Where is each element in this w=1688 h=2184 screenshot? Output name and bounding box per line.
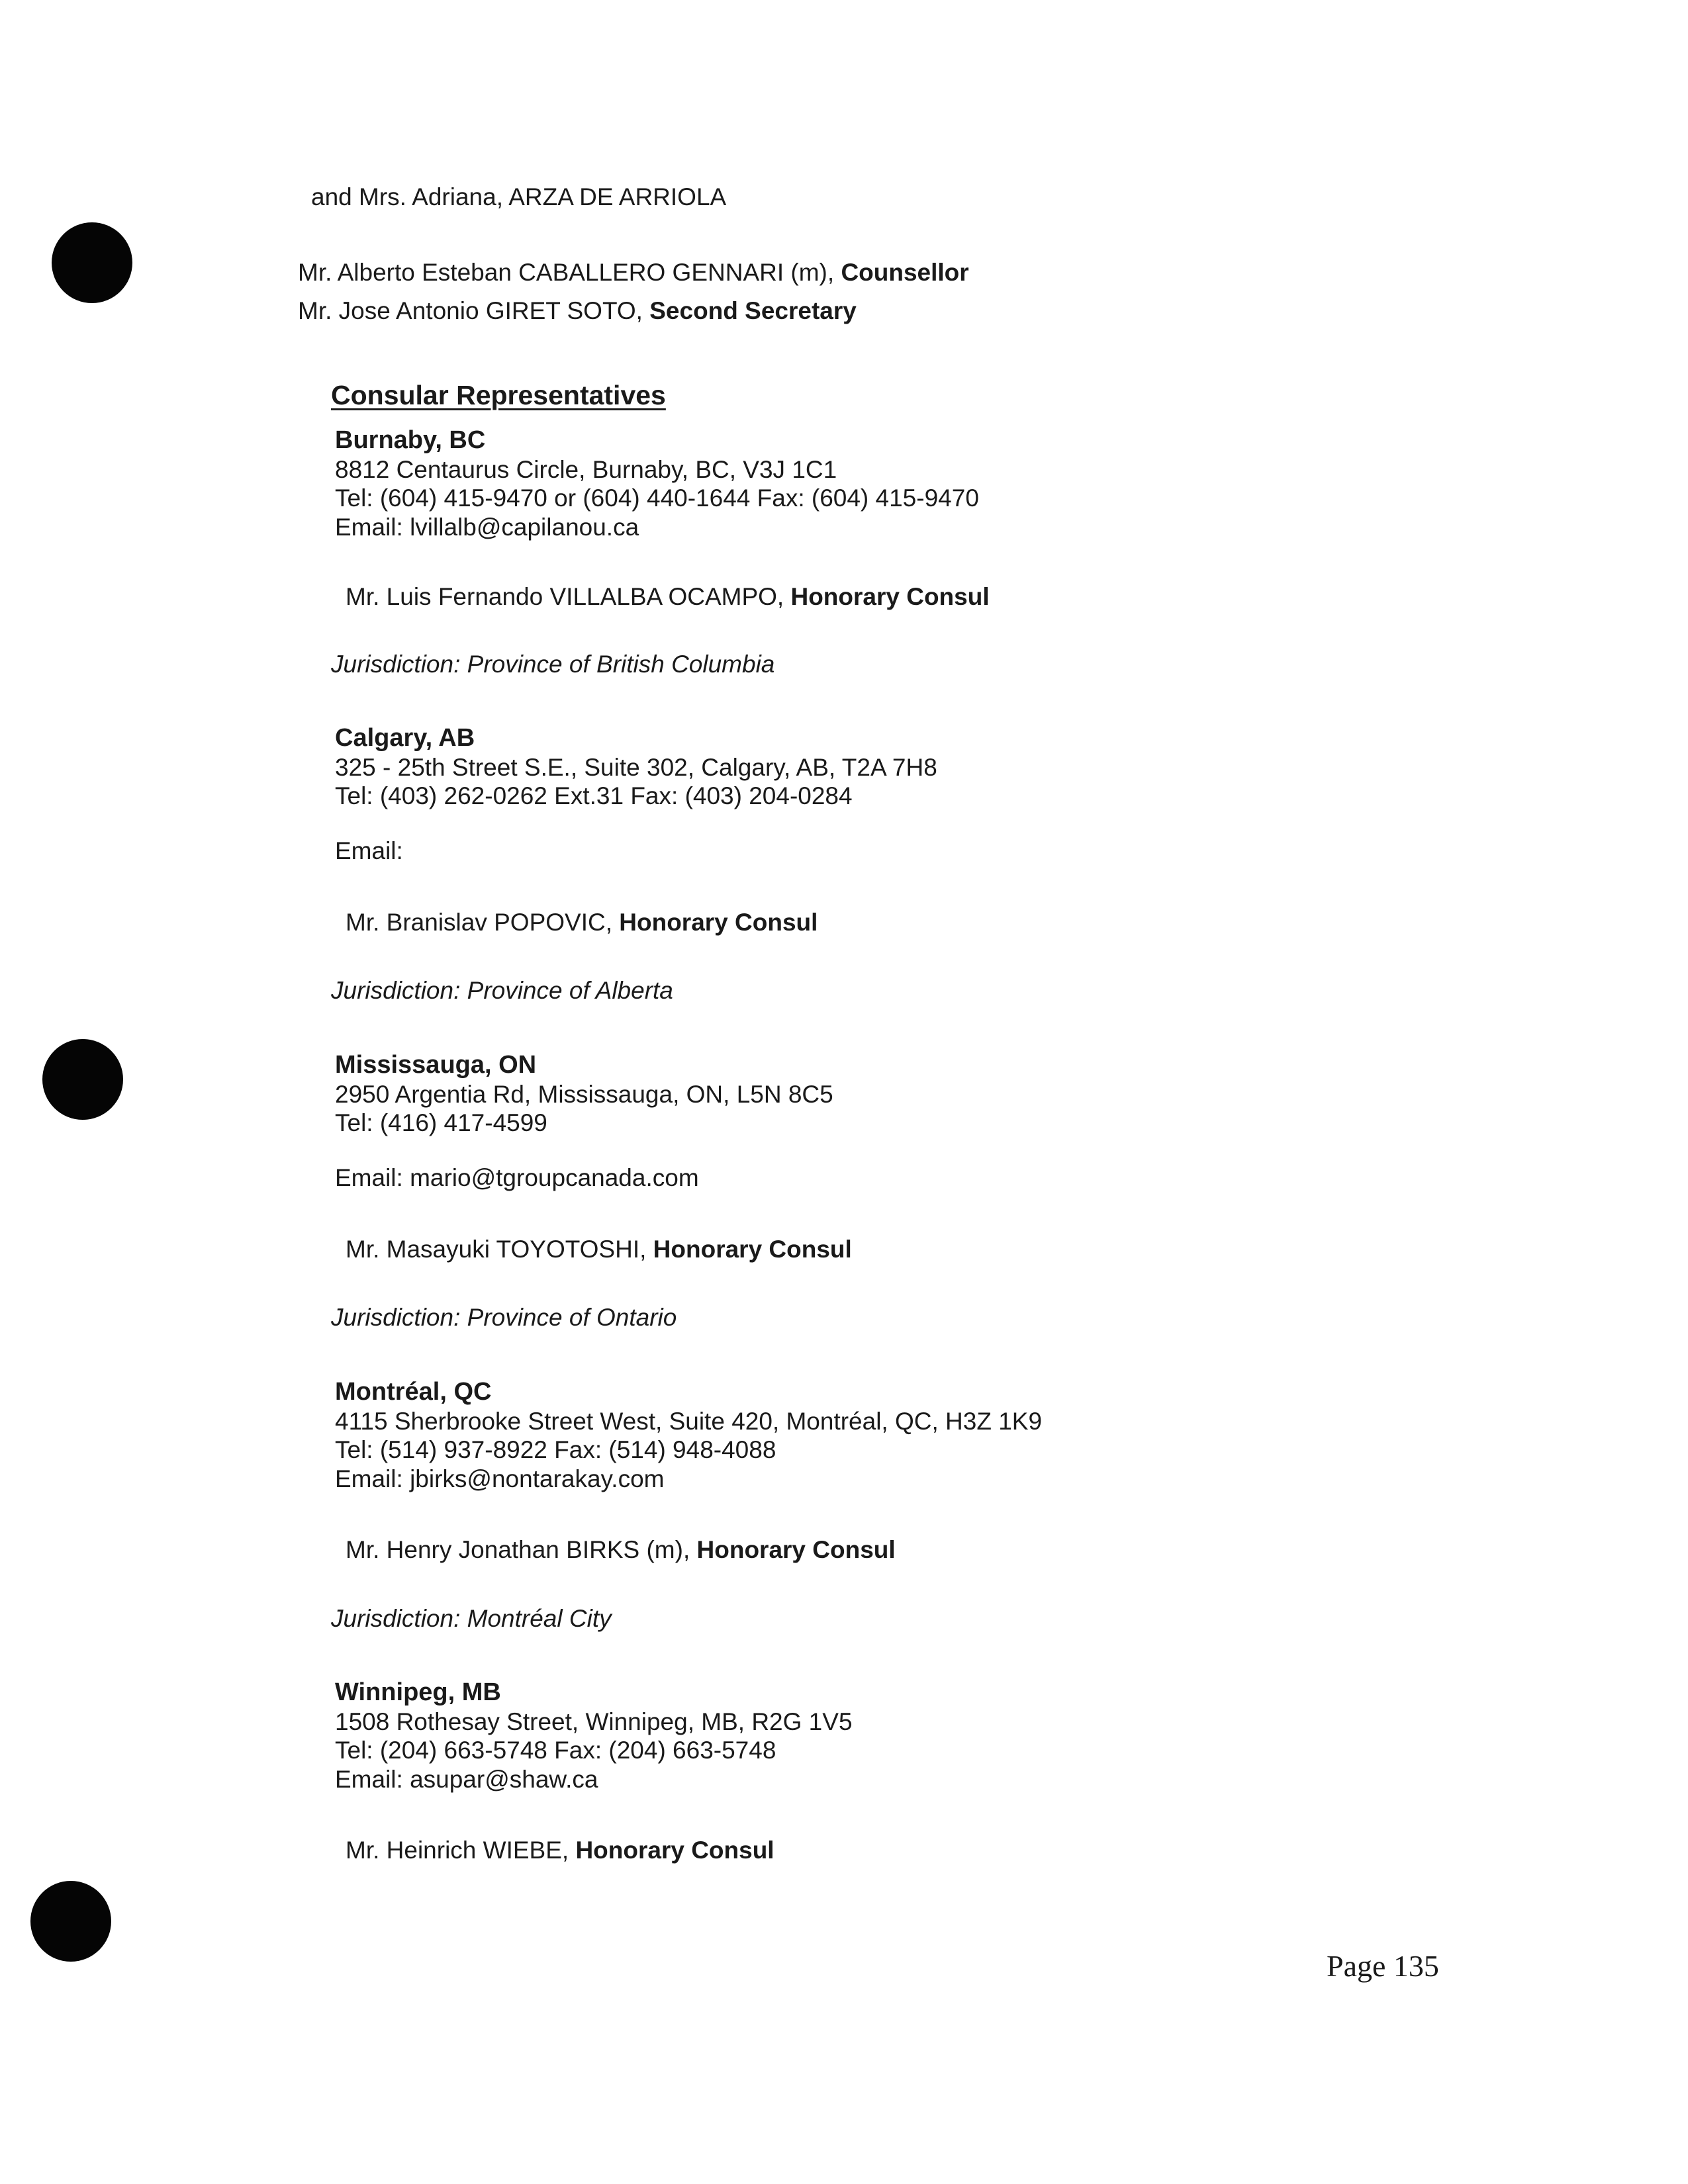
consulate-place: Calgary, AB [335,724,475,752]
jurisdiction-value: Province of British Columbia [460,651,775,678]
consulate-calgary [335,724,1460,811]
consulate-burnaby [335,426,1460,541]
staff-line-secretary [298,296,857,326]
consulate-winnipeg [335,1678,1460,1794]
consulate-address: 2950 Argentia Rd, Mississauga, ON, L5N 8C5 [335,1080,833,1108]
consul-popovic [346,908,818,937]
consul-wiebe [346,1836,774,1865]
consulate-address: 8812 Centaurus Circle, Burnaby, BC, V3J 1C1 [335,455,837,483]
consul-title: Honorary Consul [696,1536,896,1563]
consul-villalba [346,582,990,612]
consul-name: Mr. Luis Fernando VILLALBA OCAMPO, [346,583,791,610]
consulate-tel: Tel: (403) 262-0262 Ext.31 Fax: (403) 204-0284 [335,782,853,809]
jurisdiction-label: Jurisdiction: [331,1605,461,1632]
consulate-mississauga [335,1051,1460,1138]
consulate-montreal [335,1378,1460,1493]
consul-name: Mr. Heinrich WIEBE, [346,1837,576,1864]
consulate-email: Email: asupar@shaw.ca [335,1765,598,1793]
consul-title: Honorary Consul [575,1837,774,1864]
consulate-place: Winnipeg, MB [335,1678,501,1706]
jurisdiction-label: Jurisdiction: [331,977,461,1004]
punch-hole-top [52,222,132,303]
jurisdiction-burnaby [331,650,774,679]
consulate-tel: Tel: (416) 417-4599 [335,1109,547,1136]
consulate-address: 1508 Rothesay Street, Winnipeg, MB, R2G 1V5 [335,1707,853,1735]
jurisdiction-mississauga [331,1303,677,1332]
staff-line-counsellor [298,258,969,287]
punch-hole-bottom [30,1881,111,1962]
consulate-email: Email: lvillalb@capilanou.ca [335,513,639,541]
consul-title: Honorary Consul [653,1236,852,1263]
consulate-email-calgary: Email: [335,837,403,864]
punch-hole-middle [42,1039,123,1120]
consul-toyotoshi [346,1235,852,1264]
consulate-email-mississauga: Email: mario@tgroupcanada.com [335,1164,699,1191]
consulate-tel: Tel: (604) 415-9470 or (604) 440-1644 Fax: (604) 415-9470 [335,484,979,512]
consulate-tel: Tel: (204) 663-5748 Fax: (204) 663-5748 [335,1737,776,1764]
consulate-place: Burnaby, BC [335,426,486,454]
staff-title: Counsellor [841,259,969,286]
jurisdiction-value: Montréal City [460,1605,612,1632]
consul-title: Honorary Consul [790,583,990,610]
consulate-place: Montréal, QC [335,1378,492,1406]
consulate-address: 325 - 25th Street S.E., Suite 302, Calgary, AB, T2A 7H8 [335,753,937,781]
jurisdiction-label: Jurisdiction: [331,1304,461,1331]
section-heading: Consular Representatives [331,380,666,410]
consulate-email: Email: jbirks@nontarakay.com [335,1465,665,1492]
consulate-tel: Tel: (514) 937-8922 Fax: (514) 948-4088 [335,1436,776,1463]
jurisdiction-label: Jurisdiction: [331,651,461,678]
staff-name: Mr. Alberto Esteban CABALLERO GENNARI (m), [298,259,841,286]
consul-name: Mr. Branislav POPOVIC, [346,909,620,936]
staff-title: Second Secretary [649,297,857,324]
staff-name: and Mrs. Adriana, ARZA DE ARRIOLA [311,183,727,210]
staff-line-spouse [311,183,726,212]
consulate-place: Mississauga, ON [335,1051,537,1079]
consul-name: Mr. Henry Jonathan BIRKS (m), [346,1536,697,1563]
consul-name: Mr. Masayuki TOYOTOSHI, [346,1236,653,1263]
consul-title: Honorary Consul [619,909,818,936]
jurisdiction-montreal [331,1604,612,1633]
jurisdiction-calgary [331,976,673,1005]
consul-birks [346,1535,896,1565]
jurisdiction-value: Province of Ontario [460,1304,677,1331]
jurisdiction-value: Province of Alberta [460,977,673,1004]
staff-name: Mr. Jose Antonio GIRET SOTO, [298,297,650,324]
page-number: Page 135 [1327,1949,1439,1983]
consulate-address: 4115 Sherbrooke Street West, Suite 420, Montréal, QC, H3Z 1K9 [335,1407,1043,1435]
